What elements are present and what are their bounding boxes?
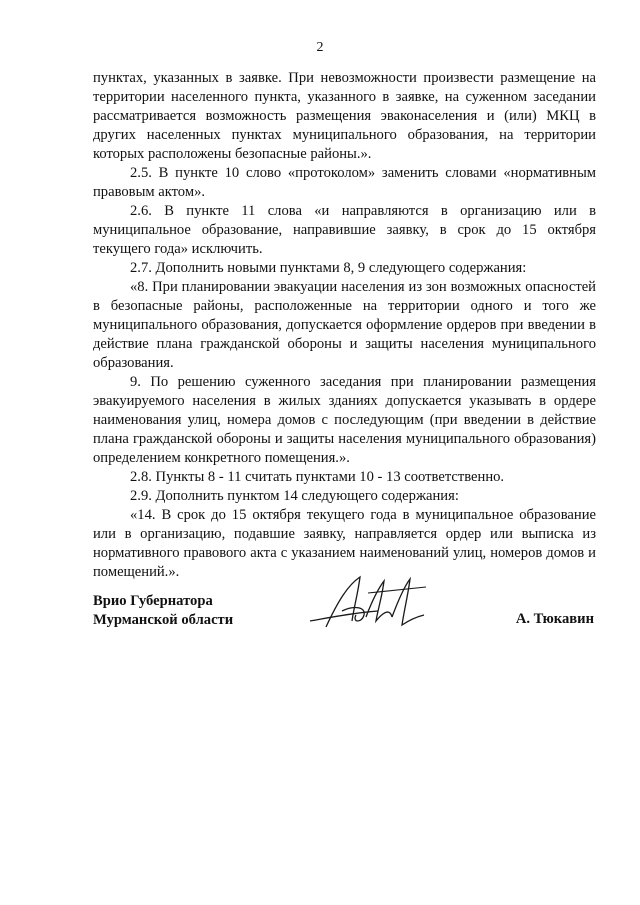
paragraph-continuation: пунктах, указанных в заявке. При невозможности произвести размещение на территории населенного пункта, указанного в заявке, на суженном заседании рассматривается возможность размещения эваконаселения и (или) МКЦ в других населенных пунктах муниципального образования, на территории которых расположены безопасные районы.». bbox=[93, 70, 596, 162]
paragraph-item-14: «14. В срок до 15 октября текущего года в муниципальное образование или в организацию, подавшие заявку, направляется ордер или выписка из нормативного правового акта с указанием наименований улиц, номеров домов и помещений.». bbox=[93, 507, 596, 580]
page-number: 2 bbox=[316, 40, 324, 55]
paragraph-2-8: 2.8. Пункты 8 - 11 считать пунктами 10 - 13 соответственно. bbox=[130, 469, 505, 485]
handwritten-signature bbox=[308, 571, 428, 633]
paragraph-2-5: 2.5. В пункте 10 слово «протоколом» заменить словами «нормативным правовым актом». bbox=[93, 165, 596, 200]
signer-title-line2: Мурманской области bbox=[93, 612, 234, 628]
signer-name: А. Тюкавин bbox=[515, 611, 594, 627]
paragraph-2-6: 2.6. В пункте 11 слова «и направляются в организацию или в муниципальное образование, направившие заявку, в срок до 15 октября текущего года» исключить. bbox=[93, 203, 596, 257]
paragraph-item-8: «8. При планировании эвакуации населения из зон возможных опасностей в безопасные районы, расположенные на территории одного и того же муниципального образования, допускается оформление ордеров при введении в действие плана гражданской обороны и защиты населения муниципального образования. bbox=[93, 279, 596, 371]
paragraph-item-9: 9. По решению суженного заседания при планировании размещения эвакуируемого населения в жилых зданиях допускается указывать в ордере наименования улиц, номера домов с последующим (при введении в действие плана гражданской обороны и защиты населения муниципального образования) определением конкретного помещения.». bbox=[93, 374, 596, 466]
document-body bbox=[93, 69, 596, 582]
signature-title bbox=[93, 592, 233, 630]
paragraph-2-9: 2.9. Дополнить пунктом 14 следующего содержания: bbox=[130, 488, 459, 504]
paragraph-2-7: 2.7. Дополнить новыми пунктами 8, 9 следующего содержания: bbox=[130, 260, 527, 276]
signer-title-line1: Врио Губернатора bbox=[93, 593, 213, 609]
